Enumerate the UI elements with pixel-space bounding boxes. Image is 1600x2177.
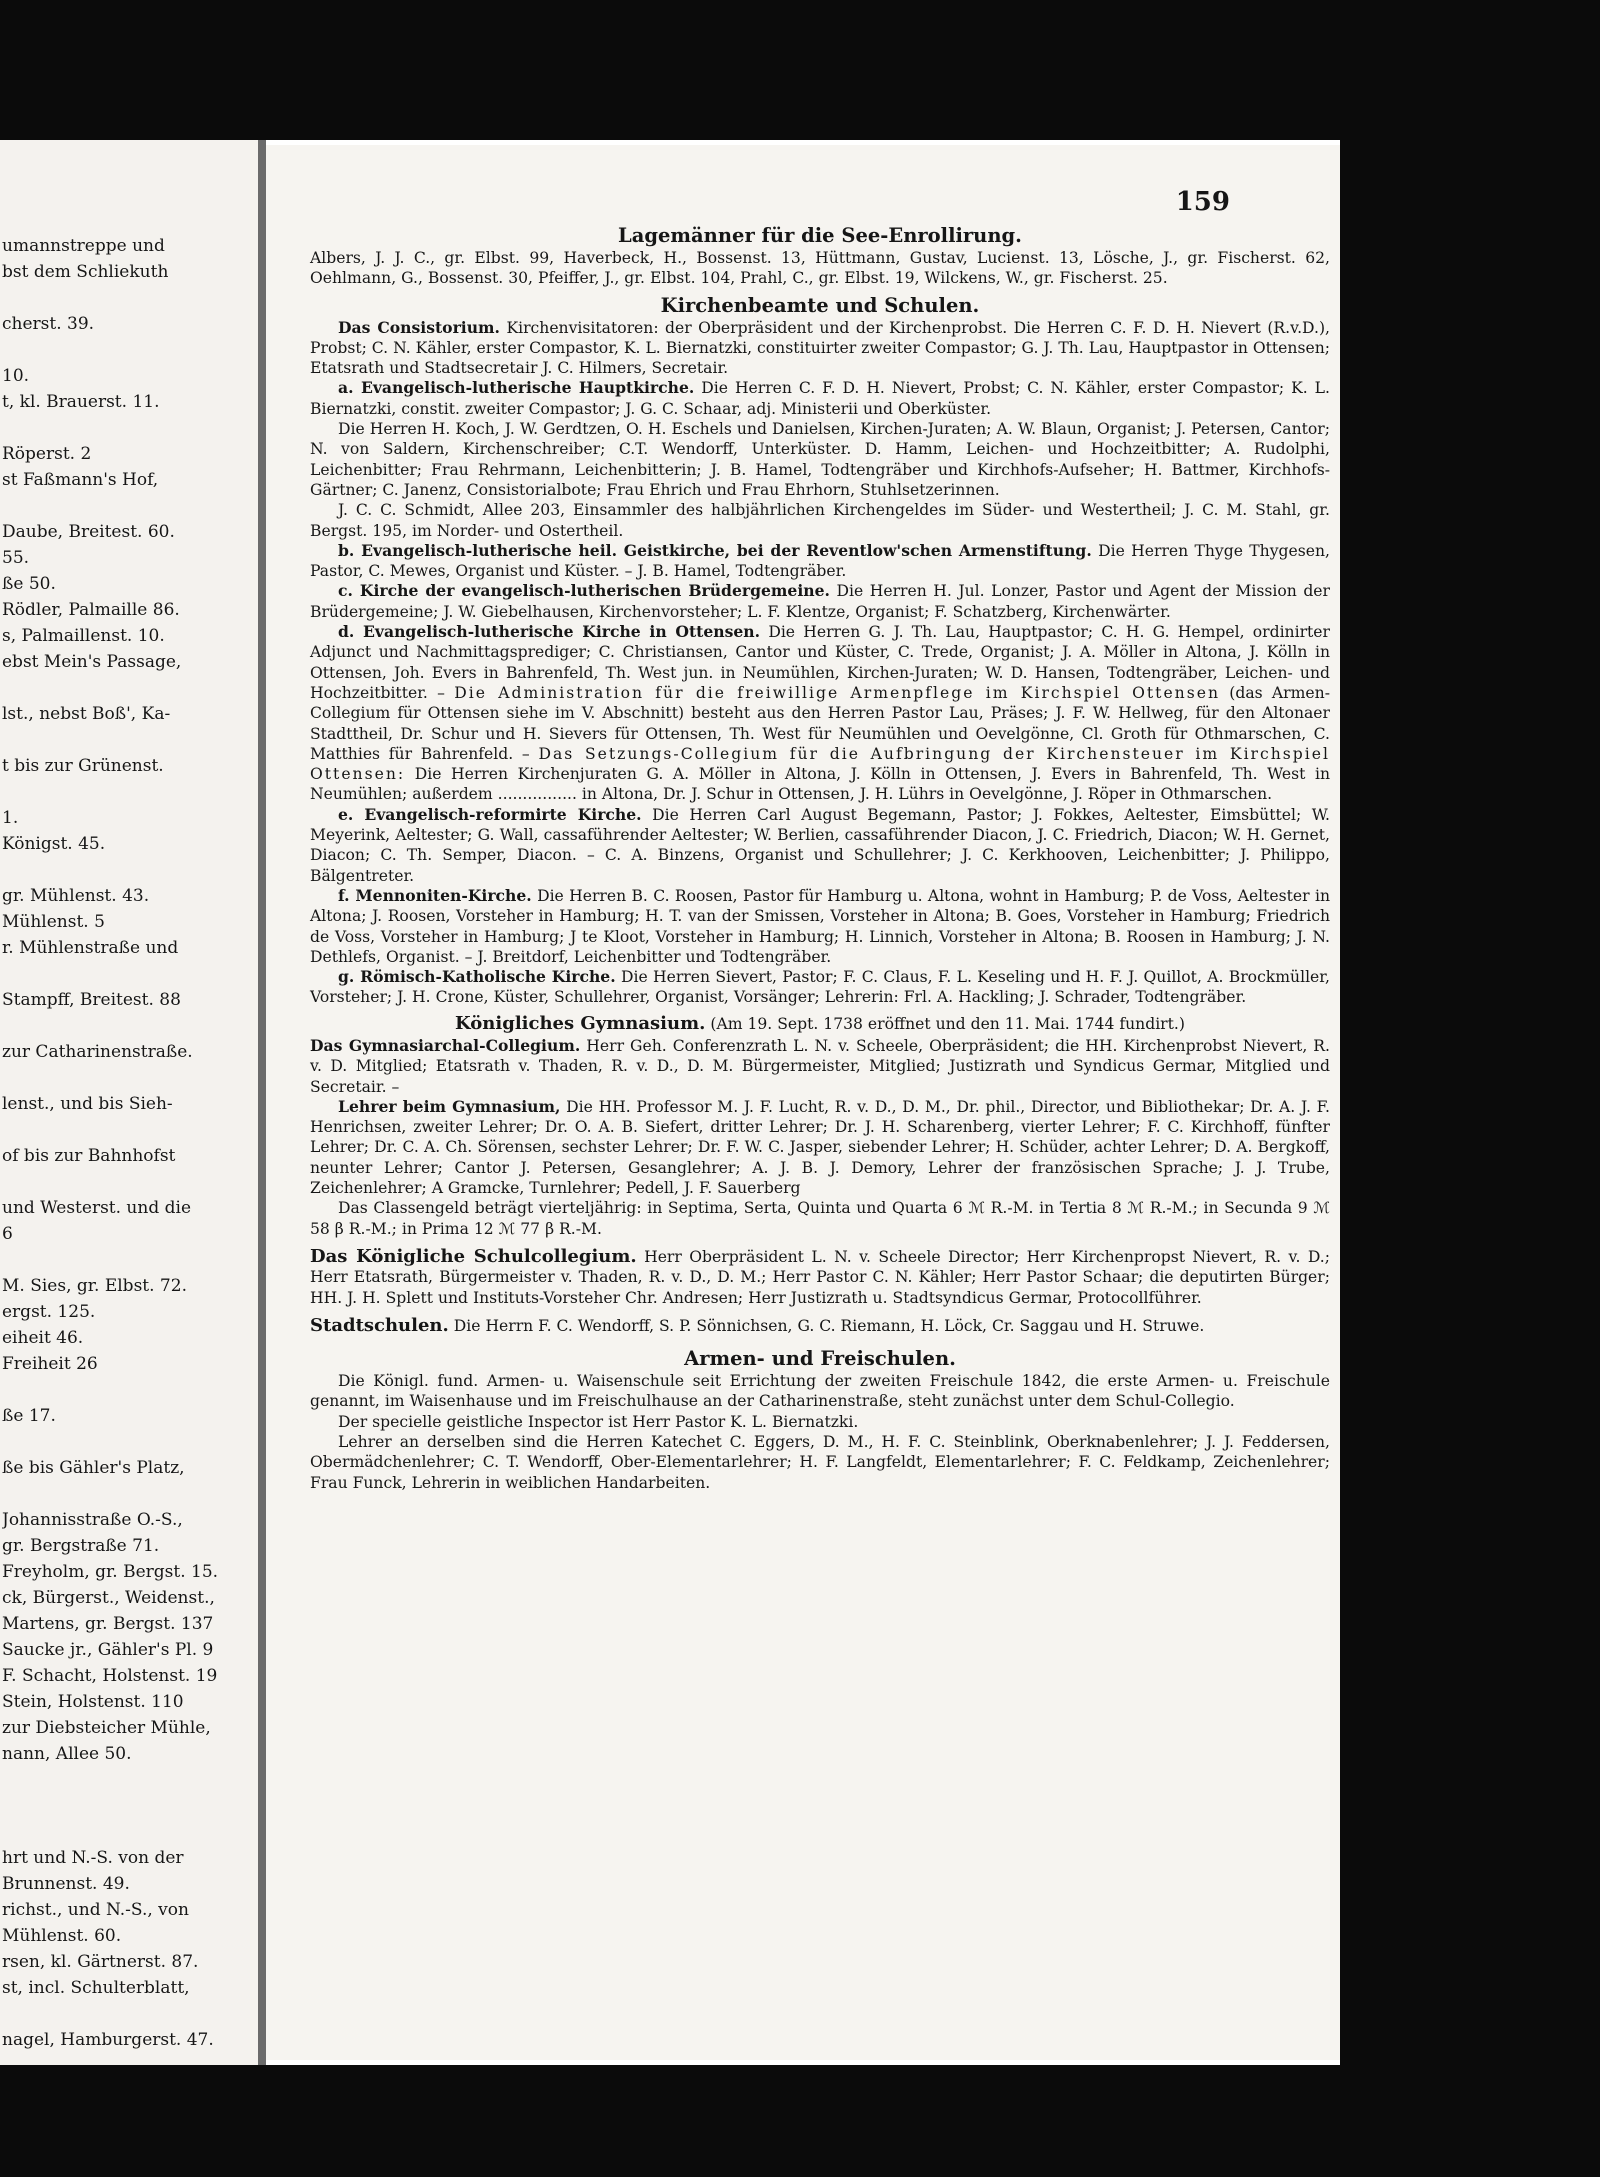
hauptkirche-text: Die Herren C. F. D. H. Nievert, Probst; C. N. Kähler, erster Compastor; K. L. Biernatzki, constit. zweiter Compastor; J. G. C. Schaar, adj. Ministerii und Oberküster. [310,379,1330,418]
previous-page-line: Freyholm, gr. Bergst. 15. [2,1562,219,1582]
armenschulen-text-3: Lehrer an derselben sind die Herren Katechet C. Eggers, D. M., H. F. C. Steinblink, Oberknabenlehrer; J. J. Feddersen, Obermädchenlehrer; C. T. Wendorff, Ober-Elementarlehrer; H. F. Langfeldt, Elementarlehrer; F. C. Feldkamp, Zeichenlehrer; Frau Funck, Lehrerin in weiblichen Handarbeiten. [310,1433,1330,1492]
lagemaenner-title: Lagemänner für die See-Enrollirung. [618,224,1022,247]
bruedergemeine-text: Die Herren H. Jul. Lonzer, Pastor und Agent der Mission der Brüdergemeine; J. W. Giebelhausen, Kirchenvorsteher; L. F. Klentze, Organist; F. Schatzberg, Kirchenwärter. [310,582,1330,621]
previous-page-line: ße bis Gähler's Platz, [2,1458,185,1478]
previous-page-line: hrt und N.-S. von der [2,1848,184,1868]
hauptkirche-staff: Die Herren H. Koch, J. W. Gerdtzen, O. H. Eschels und Danielsen, Kirchen-Juraten; A. W. Blaun, Organist; J. Petersen, Cantor; N. von Saldern, Kirchenschreiber; C.T. Wendorff, Unterküster. D. Hamm, Leichen- und Hochzeitbitter; A. Rudolphi, Leichenbitter; Frau Rehrmann, Leichenbitterin; J. B. Hamel, Todtengräber und Kirchhofs-Aufseher; H. Battmer, Kirchhofs-Gärtner; C. Janenz, Consistorialbote; Frau Ehrich und Frau Ehrhorn, Stuhlsetzerinnen. [310,420,1330,499]
armenpflege-text: (das Armen-Collegium für Ottensen siehe im V. Abschnitt) besteht aus den Herren Pastor Lau, Präses; J. F. W. Hellweg, für den Altonaer Stadttheil, Dr. Schur und H. Sievers für Ottensen, Th. West für Neumühlen und Oevelgönne, Cl. Groth für Othmarschen, C. Matthies für Bahrenfeld. – [310,683,1330,763]
previous-page-line: ße 50. [2,574,56,594]
gymnasium-title-line [310,1014,1330,1034]
previous-page-line: 6 [2,1224,13,1244]
previous-page-line: Mühlenst. 60. [2,1926,122,1946]
previous-page-line: of bis zur Bahnhofst [2,1146,176,1166]
previous-page-line: zur Diebsteicher Mühle, [2,1718,211,1738]
previous-page-line: r. Mühlenstraße und [2,938,179,958]
previous-page-line: t bis zur Grünenst. [2,756,164,776]
ottensen-kirche-text: Die Herren G. J. Th. Lau, Hauptpastor; C. H. G. Hempel, ordinirter Adjunct und Nachmittagsprediger; C. Christiansen, Cantor und Küster, C. Trede, Organist; J. A. Möller in Altona, J. Kölln in Ottensen, Joh. Evers in Bahrenfeld, Th. West jun. in Neumühlen, Kirchen-Juraten; W. D. Hansen, Todtengräber, Leichen- und Hochzeitbitter. – [310,623,1330,702]
reformirte-kirche-entry [310,805,1330,886]
previous-page-line: st Faßmann's Hof, [2,470,159,490]
previous-page-line: gr. Bergstraße 71. [2,1536,160,1556]
katholische-kirche-entry [310,967,1330,1008]
previous-page-line: richst., und N.-S., von [2,1900,189,1920]
gymnasium-note: (Am 19. Sept. 1738 eröffnet und den 11. Mai. 1744 fundirt.) [710,1014,1185,1033]
previous-page-line: 10. [2,366,30,386]
previous-page-line: Mühlenst. 5 [2,912,105,932]
setzungs-collegium: Das Setzungs-Collegium für die Aufbringung der Kirchensteuer im Kirchspiel Ottensen: [310,744,1330,784]
gymnasium-lehrer-text: Die HH. Professor M. J. F. Lucht, R. v. D., D. M., Dr. phil., Director, und Bibliothekar; Dr. A. J. F. Henrichsen, zweiter Lehrer; Dr. O. A. B. Siefert, dritter Lehrer; Dr. J. H. Scharenberg, vierter Lehrer; F. C. Kirchhoff, fünfter Lehrer; Dr. C. A. Ch. Sörensen, sechster Lehrer; Dr. F. W. C. Jasper, siebender Lehrer; H. Schüder, achter Lehrer; D. A. Bergkoff, neunter Lehrer; Cantor J. Petersen, Gesanglehrer; A. J. B. J. Demory, Lehrer der französischen Sprache; J. J. Trube, Zeichenlehrer; A Gramcke, Turnlehrer; Pedell, J. F. Sauerberg [310,1097,1330,1198]
mennoniten-kirche-entry [310,886,1330,967]
previous-page-line: Freiheit 26 [2,1354,98,1374]
previous-page-line: rsen, kl. Gärtnerst. 87. [2,1952,199,1972]
previous-page-line: und Westerst. und die [2,1198,192,1218]
previous-page-line: Brunnenst. 49. [2,1874,130,1894]
previous-page-line: Rödler, Palmaille 86. [2,600,180,620]
geistkirche-text: Die Herren Thyge Thygesen, Pastor, C. Mewes, Organist und Küster. – J. B. Hamel, Todtengräber. [310,541,1330,581]
gymnasiarchal-collegium-heading: Das Gymnasiarchal-Collegium. [310,1035,581,1055]
previous-page-line: 1. [2,808,19,828]
previous-page-line: ergst. 125. [2,1302,96,1322]
ottensen-kirche-heading: d. Evangelisch-lutherische Kirche in Ottensen. [338,622,761,642]
previous-page-line: gr. Mühlenst. 43. [2,886,150,906]
previous-page-line: 55. [2,548,30,568]
kirchenbeamte-title: Kirchenbeamte und Schulen. [660,293,980,317]
previous-page-line: F. Schacht, Holstenst. 19 [2,1666,218,1686]
previous-page-line: M. Sies, gr. Elbst. 72. [2,1276,187,1296]
reformirte-kirche-text: Die Herren Carl August Begemann, Pastor; J. Fokkes, Aeltester, Eimsbüttel; W. Meyerink, Aeltester; G. Wall, cassaführender Aeltester; W. Berlien, cassaführender Diacon, J. C. Friedrich, Diacon; W. H. Gernet, Diacon; C. Th. Semper, Diacon. – C. A. Binzens, Organist und Schullehrer; J. C. Kerkhooven, Leichenbitter; J. Philippo, Bälgentreter. [310,805,1331,885]
armenschulen-text-1: Die Königl. fund. Armen- u. Waisenschule seit Errichtung der zweiten Freischule 1842, die erste Armen- u. Freischule genannt, im Waisenhause und im Freischulhause an der Catharinenstraße, steht zunächst unter dem Schul-Collegio. [310,1372,1330,1411]
previous-page-line: Stein, Holstenst. 110 [2,1692,184,1712]
previous-page-line: zur Catharinenstraße. [2,1042,193,1062]
geistkirche-entry [310,541,1330,582]
previous-page-line: eiheit 46. [2,1328,84,1348]
previous-page-line: Martens, gr. Bergst. 137 [2,1614,214,1634]
gymnasium-lehrer-entry [310,1097,1330,1198]
previous-page-line: lenst., und bis Sieh- [2,1094,173,1114]
page-159 [266,145,1340,2060]
hauptkirche-collectors: J. C. C. Schmidt, Allee 203, Einsammler des halbjährlichen Kirchengeldes im Süder- und Westertheil; J. C. M. Stahl, gr. Bergst. 195, im Norder- und Ostertheil. [310,501,1330,540]
hauptkirche-heading: a. Evangelisch-lutherische Hauptkirche. [338,378,695,398]
stadtschulen-text: Die Herrn F. C. Wendorff, S. P. Sönnichsen, G. C. Riemann, H. Löck, Cr. Saggau und H. Struwe. [453,1316,1205,1335]
stadtschulen-heading: Stadtschulen. [310,1314,449,1336]
classengeld-text: Das Classengeld beträgt vierteljährig: in Septima, Serta, Quinta und Quarta 6 ℳ R.-M. in Tertia 8 ℳ R.-M.; in Secunda 9 ℳ 58 β R.-M.; in Prima 12 ℳ 77 β R.-M. [310,1199,1330,1238]
mennoniten-kirche-text: Die Herren B. C. Roosen, Pastor für Hamburg u. Altona, wohnt in Hamburg; P. de Voss, Aeltester in Altona; J. Roosen, Vorsteher in Hamburg; H. T. van der Smissen, Vorsteher in Altona; B. Goes, Vorsteher in Hamburg; Friedrich de Voss, Vorsteher in Hamburg; J te Kloot, Vorsteher in Hamburg; H. Linnich, Vorsteher in Altona; B. Roosen in Hamburg; J. N. Dethlefs, Organist. – J. Breitdorf, Leichenbitter und Todtengräber. [310,886,1330,966]
previous-page-line: t, kl. Brauerst. 11. [2,392,160,412]
previous-page-line: Röperst. 2 [2,444,92,464]
previous-page-line: Saucke jr., Gähler's Pl. 9 [2,1640,214,1660]
previous-page-line: ck, Bürgerst., Weidenst., [2,1588,215,1608]
previous-page-edge [0,140,261,2065]
previous-page-line: ße 17. [2,1406,56,1426]
previous-page-line: nagel, Hamburgerst. 47. [2,2030,214,2050]
schulcollegium-entry [310,1247,1330,1308]
previous-page-line: Daube, Breitest. 60. [2,522,175,542]
gymnasiarchal-collegium-entry [310,1036,1330,1097]
book-gutter [258,140,266,2065]
previous-page-line: umannstreppe und [2,236,165,256]
reformirte-kirche-heading: e. Evangelisch-reformirte Kirche. [338,804,642,824]
katholische-kirche-text: Die Herren Sievert, Pastor; F. C. Claus, F. L. Keseling und H. F. J. Quillot, A. Brockmüller, Vorsteher; J. H. Crone, Küster, Schullehrer, Organist, Vorsänger; Lehrerin: Frl. A. Hackling; J. Schrader, Todtengräber. [310,968,1330,1007]
consistorium-text: Kirchenvisitatoren: der Oberpräsident und der Kirchenprobst. Die Herren C. F. D. H. Nievert (R.v.D.), Probst; C. N. Kähler, erster Compastor, K. L. Biernatzki, constituirter zweiter Compastor; G. J. Th. Lau, Hauptpastor in Ottensen; Etatsrath und Stadtsecretair J. C. Hilmers, Secretair. [310,318,1330,378]
previous-page-line: Johannisstraße O.-S., [2,1510,183,1530]
consistorium-entry [310,318,1330,379]
consistorium-heading: Das Consistorium. [338,317,500,337]
armenschulen-title: Armen- und Freischulen. [684,1347,956,1371]
previous-page-line: Königst. 45. [2,834,106,854]
stadtschulen-entry [310,1316,1330,1336]
previous-page-line: st, incl. Schulterblatt, [2,1978,190,1998]
mennoniten-kirche-heading: f. Mennoniten-Kirche. [338,885,532,905]
previous-page-line: lst., nebst Boß', Ka- [2,704,171,724]
hauptkirche-entry [310,378,1330,419]
previous-page-line: ebst Mein's Passage, [2,652,182,672]
previous-page-line: nann, Allee 50. [2,1744,132,1764]
geistkirche-heading: b. Evangelisch-lutherische heil. Geistkirche, bei der Reventlow'schen Armenstiftung. [338,540,1092,560]
page-content [310,145,1330,1493]
gymnasium-heading: Königliches Gymnasium. [455,1012,706,1034]
previous-page-line: s, Palmaillenst. 10. [2,626,165,646]
previous-page-line: Stampff, Breitest. 88 [2,990,181,1010]
schulcollegium-heading: Das Königliche Schulcollegium. [310,1245,637,1267]
scan-border-bottom [0,2065,1600,2177]
bruedergemeine-entry [310,581,1330,622]
ottensen-kirche-entry [310,622,1330,805]
gymnasium-lehrer-heading: Lehrer beim Gymnasium, [338,1096,561,1116]
setzungs-collegium-text: Die Herren Kirchenjuraten G. A. Möller in Altona, J. Kölln in Ottensen, J. Evers in Bahrenfeld, Th. West in Neumühlen; außerdem ................ in Altona, Dr. J. Schur in Ottensen, J. H. Lührs in Oevelgönne, J. Röper in Othmarschen. [310,765,1331,804]
previous-page-line: bst dem Schliekuth [2,262,169,282]
bruedergemeine-heading: c. Kirche der evangelisch-lutherischen Brüdergemeine. [338,581,830,601]
armenpflege-administration: Die Administration für die freiwillige Armenpflege im Kirchspiel Ottensen [454,683,1220,702]
armenschulen-text-2: Der specielle geistliche Inspector ist Herr Pastor K. L. Biernatzki. [338,1412,859,1431]
scan-border-right [1340,0,1600,2177]
lagemaenner-list: Albers, J. J. C., gr. Elbst. 99, Haverbeck, H., Bossenst. 13, Hüttmann, Gustav, Lucienst. 13, Lösche, J., gr. Fischerst. 62, Oehlmann, G., Bossenst. 30, Pfeiffer, J., gr. Elbst. 104, Prahl, C., gr. Elbst. 19, Wilckens, W., gr. Fischerst. 25. [310,249,1330,288]
previous-page-line: cherst. 39. [2,314,95,334]
schulcollegium-text: Herr Oberpräsident L. N. v. Scheele Director; Herr Kirchenpropst Nievert, R. v. D.; Herr Etatsrath, Bürgermeister v. Thaden, R. v. D., D. M.; Herr Pastor C. N. Kähler; Herr Pastor Schaar; die deputirten Bürger; HH. J. H. Splett und Instituts-Vorsteher Chr. Andresen; Herr Justizrath u. Stadtsyndicus Germar, Protocollführer. [310,1247,1330,1307]
page-number: 159 [1175,187,1230,217]
katholische-kirche-heading: g. Römisch-Katholische Kirche. [338,967,616,987]
gymnasiarchal-collegium-text: Herr Geh. Conferenzrath L. N. v. Scheele, Oberpräsident; die HH. Kirchenprobst Nievert, R. v. D. Mitglied; Etatsrath v. Thaden, R. v. D., D. M. Bürgermeister, Mitglied; Justizrath und Syndicus Germar, Mitglied und Secretair. – [310,1036,1330,1096]
